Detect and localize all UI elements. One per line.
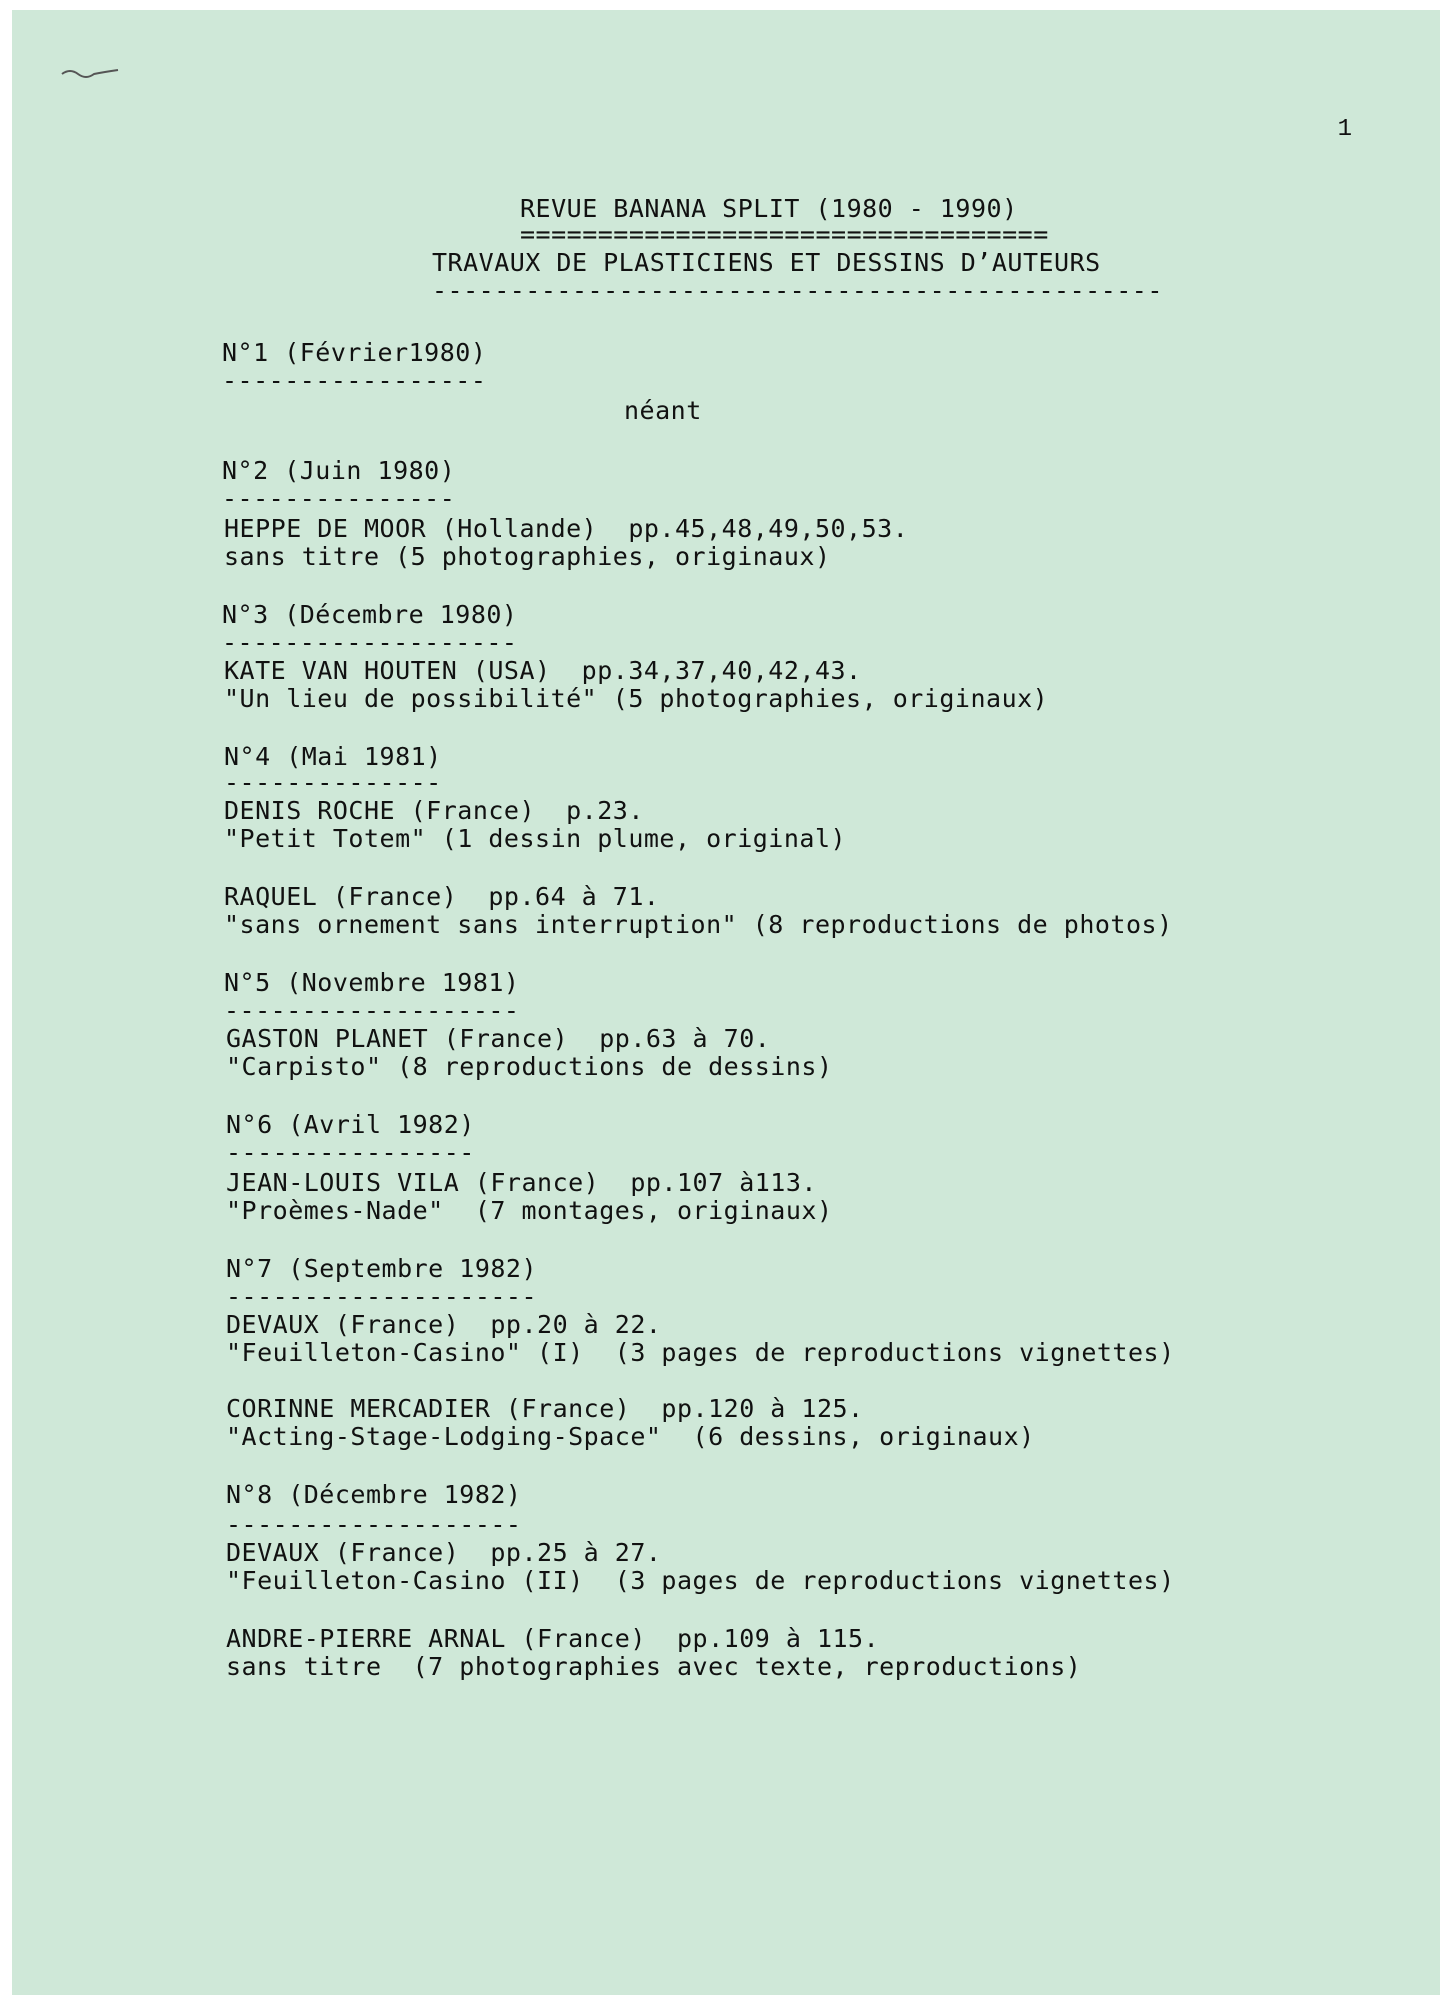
issue-rule: -------------- [224, 768, 442, 797]
issue-heading: N°4 (Mai 1981) [224, 742, 442, 771]
entry-author: GASTON PLANET (France) pp.63 à 70. [226, 1024, 771, 1053]
entry-author: ANDRE-PIERRE ARNAL (France) pp.109 à 115. [226, 1624, 880, 1653]
doc-title-rule: ================================== [520, 220, 1049, 249]
entry-work: "Feuilleton-Casino" (I) (3 pages de reproductions vignettes) [226, 1338, 1175, 1367]
issue-heading: N°7 (Septembre 1982) [226, 1254, 538, 1283]
issue-rule: ---------------- [226, 1138, 475, 1167]
entry-work: "sans ornement sans interruption" (8 reproductions de photos) [224, 910, 1173, 939]
entry-author: DEVAUX (France) pp.25 à 27. [226, 1538, 662, 1567]
entry-author: DENIS ROCHE (France) p.23. [224, 796, 644, 825]
doc-subtitle: TRAVAUX DE PLASTICIENS ET DESSINS D’AUTEURS [432, 248, 1101, 277]
issue-note: néant [624, 396, 702, 425]
issue-rule: ----------------- [222, 366, 487, 395]
entry-work: sans titre (7 photographies avec texte, reproductions) [226, 1652, 1082, 1681]
entry-author: DEVAUX (France) pp.20 à 22. [226, 1310, 662, 1339]
issue-rule: --------------- [222, 484, 456, 513]
issue-rule: -------------------- [226, 1282, 538, 1311]
entry-work: "Un lieu de possibilité" (5 photographies, originaux) [224, 684, 1049, 713]
issue-heading: N°3 (Décembre 1980) [222, 600, 518, 629]
entry-work: sans titre (5 photographies, originaux) [224, 542, 831, 571]
entry-author: HEPPE DE MOOR (Hollande) pp.45,48,49,50,53. [224, 514, 909, 543]
issue-heading: N°5 (Novembre 1981) [224, 968, 520, 997]
entry-author: CORINNE MERCADIER (France) pp.120 à 125. [226, 1394, 864, 1423]
page-number: 1 [1337, 116, 1352, 143]
issue-rule: ------------------- [222, 628, 518, 657]
entry-work: "Petit Totem" (1 dessin plume, original) [224, 824, 847, 853]
issue-rule: ------------------- [226, 1510, 522, 1539]
entry-work: "Acting-Stage-Lodging-Space" (6 dessins, originaux) [226, 1422, 1035, 1451]
entry-author: JEAN-LOUIS VILA (France) pp.107 à113. [226, 1168, 817, 1197]
scan-mark [60, 66, 120, 80]
issue-heading: N°6 (Avril 1982) [226, 1110, 475, 1139]
doc-subtitle-rule: ----------------------------------------------- [432, 276, 1163, 305]
entry-author: RAQUEL (France) pp.64 à 71. [224, 882, 660, 911]
issue-rule: ------------------- [224, 996, 520, 1025]
entry-author: KATE VAN HOUTEN (USA) pp.34,37,40,42,43. [224, 656, 862, 685]
entry-work: "Proèmes-Nade" (7 montages, originaux) [226, 1196, 833, 1225]
document-page [12, 10, 1440, 1995]
doc-title: REVUE BANANA SPLIT (1980 - 1990) [520, 194, 1018, 223]
issue-heading: N°1 (Février1980) [222, 338, 487, 367]
entry-work: "Carpisto" (8 reproductions de dessins) [226, 1052, 833, 1081]
entry-work: "Feuilleton-Casino (II) (3 pages de reproductions vignettes) [226, 1566, 1175, 1595]
issue-heading: N°2 (Juin 1980) [222, 456, 456, 485]
issue-heading: N°8 (Décembre 1982) [226, 1480, 522, 1509]
